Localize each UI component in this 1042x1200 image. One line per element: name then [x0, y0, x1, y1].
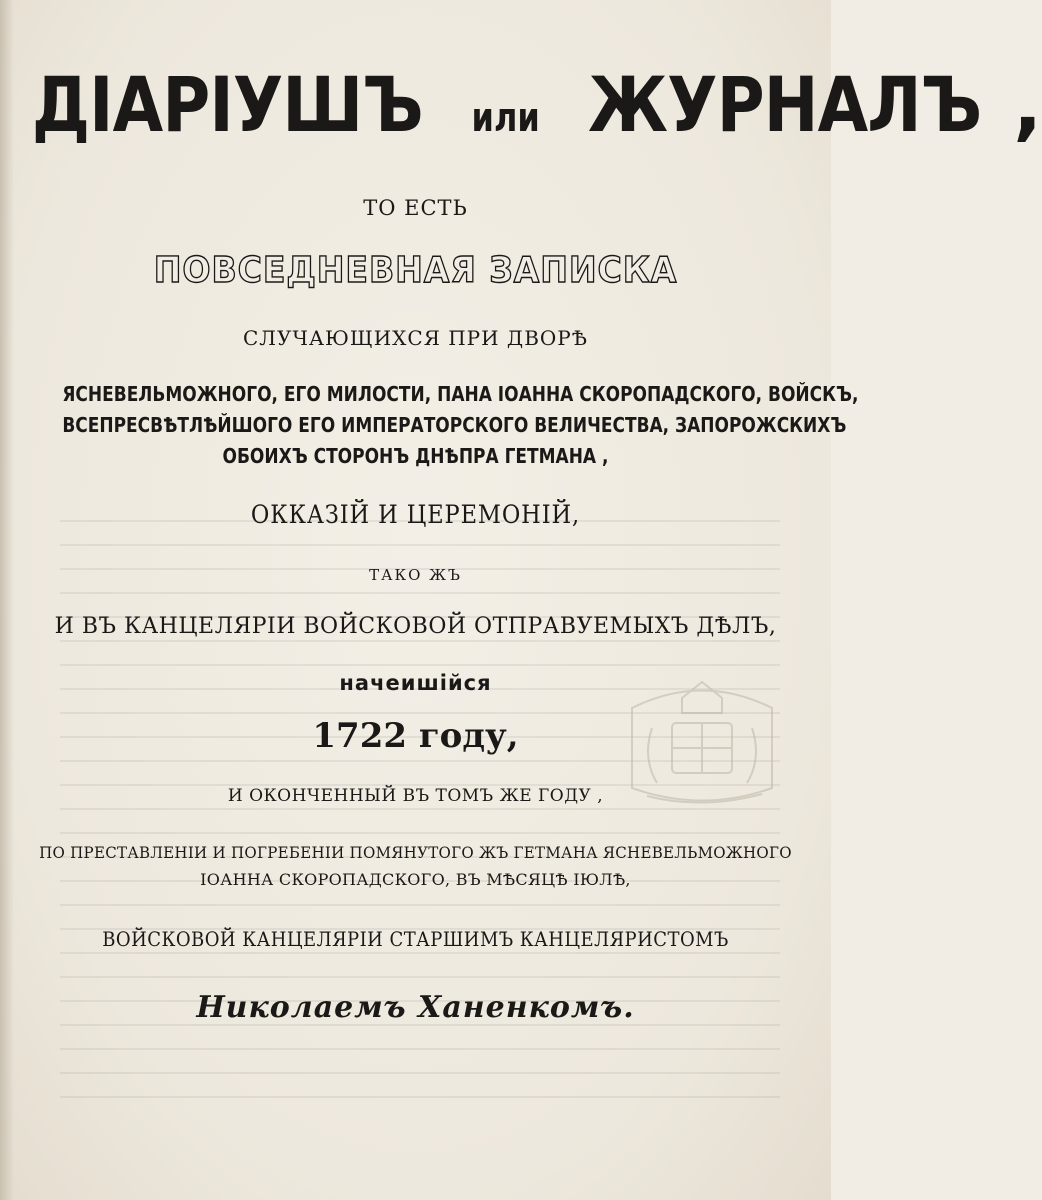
hetman-line-2: ВСЕПРЕСВѢТЛѢЙШОГО ЕГО ИМПЕРАТОРСКОГО ВЕЛИЧЕСТВА, ЗАПОРОЖСКИХЪ [62, 413, 847, 437]
sluchayushchikhsya-line: СЛУЧАЮЩИХСЯ ПРИ ДВОРѢ [243, 326, 588, 350]
hetman-line-3: ОБОИХЪ СТОРОНЪ ДНѢПРА ГЕТМАНА , [222, 444, 609, 468]
title-word-diariush: ДІАРІУШЪ [31, 60, 423, 149]
main-title [0, 60, 1042, 180]
prestavlenii-line-2: ІОАННА СКОРОПАДСКОГО, ВЪ МѢСЯЦѢ ІЮЛѢ, [200, 870, 631, 889]
author-name: Николаемъ Ханенкомъ. [196, 990, 635, 1025]
year-line: 1722 году, [312, 716, 519, 756]
kantselyarii-line: И ВЪ КАНЦЕЛЯРІИ ВОЙСКОВОЙ ОТПРАВУЕМЫХЪ ДѢЛЪ, [54, 614, 777, 639]
hetman-line-1: ЯСНЕВЕЛЬМОЖНОГО, ЕГО МИЛОСТИ, ПАНА ІОАННА СКОРОПАДСКОГО, ВОЙСКЪ, [62, 382, 859, 406]
prestavlenii-line-1: ПО ПРЕСТАВЛЕНІИ И ПОГРЕБЕНІИ ПОМЯНУТОГО ЖЪ ГЕТМАНА ЯСНЕВЕЛЬМОЖНОГО [39, 843, 792, 862]
title-comma: , [1013, 60, 1042, 149]
okonchenny-line: И ОКОНЧЕННЫЙ ВЪ ТОМЪ ЖЕ ГОДУ , [227, 786, 604, 806]
title-connector: или [471, 95, 540, 141]
okkaziy-line: ОККАЗІЙ И ЦЕРЕМОНІЙ, [250, 500, 581, 529]
to-est-line: ТО ЕСТЬ [363, 196, 468, 220]
nachenshiysya-line: начеишійся [339, 671, 492, 695]
tako-line: ТАКО ЖЪ [369, 566, 462, 584]
outlined-subtitle: ПОВСЕДНЕВНАЯ ЗАПИСКА [153, 250, 678, 291]
library-stamp-icon [612, 668, 792, 818]
title-word-zhurnal: ЖУРНАЛЪ [588, 60, 982, 149]
show-through-text [60, 520, 780, 1120]
voiskovoy-line: ВОЙСКОВОЙ КАНЦЕЛЯРІИ СТАРШИМЪ КАНЦЕЛЯРИСТОМЪ [102, 927, 729, 951]
